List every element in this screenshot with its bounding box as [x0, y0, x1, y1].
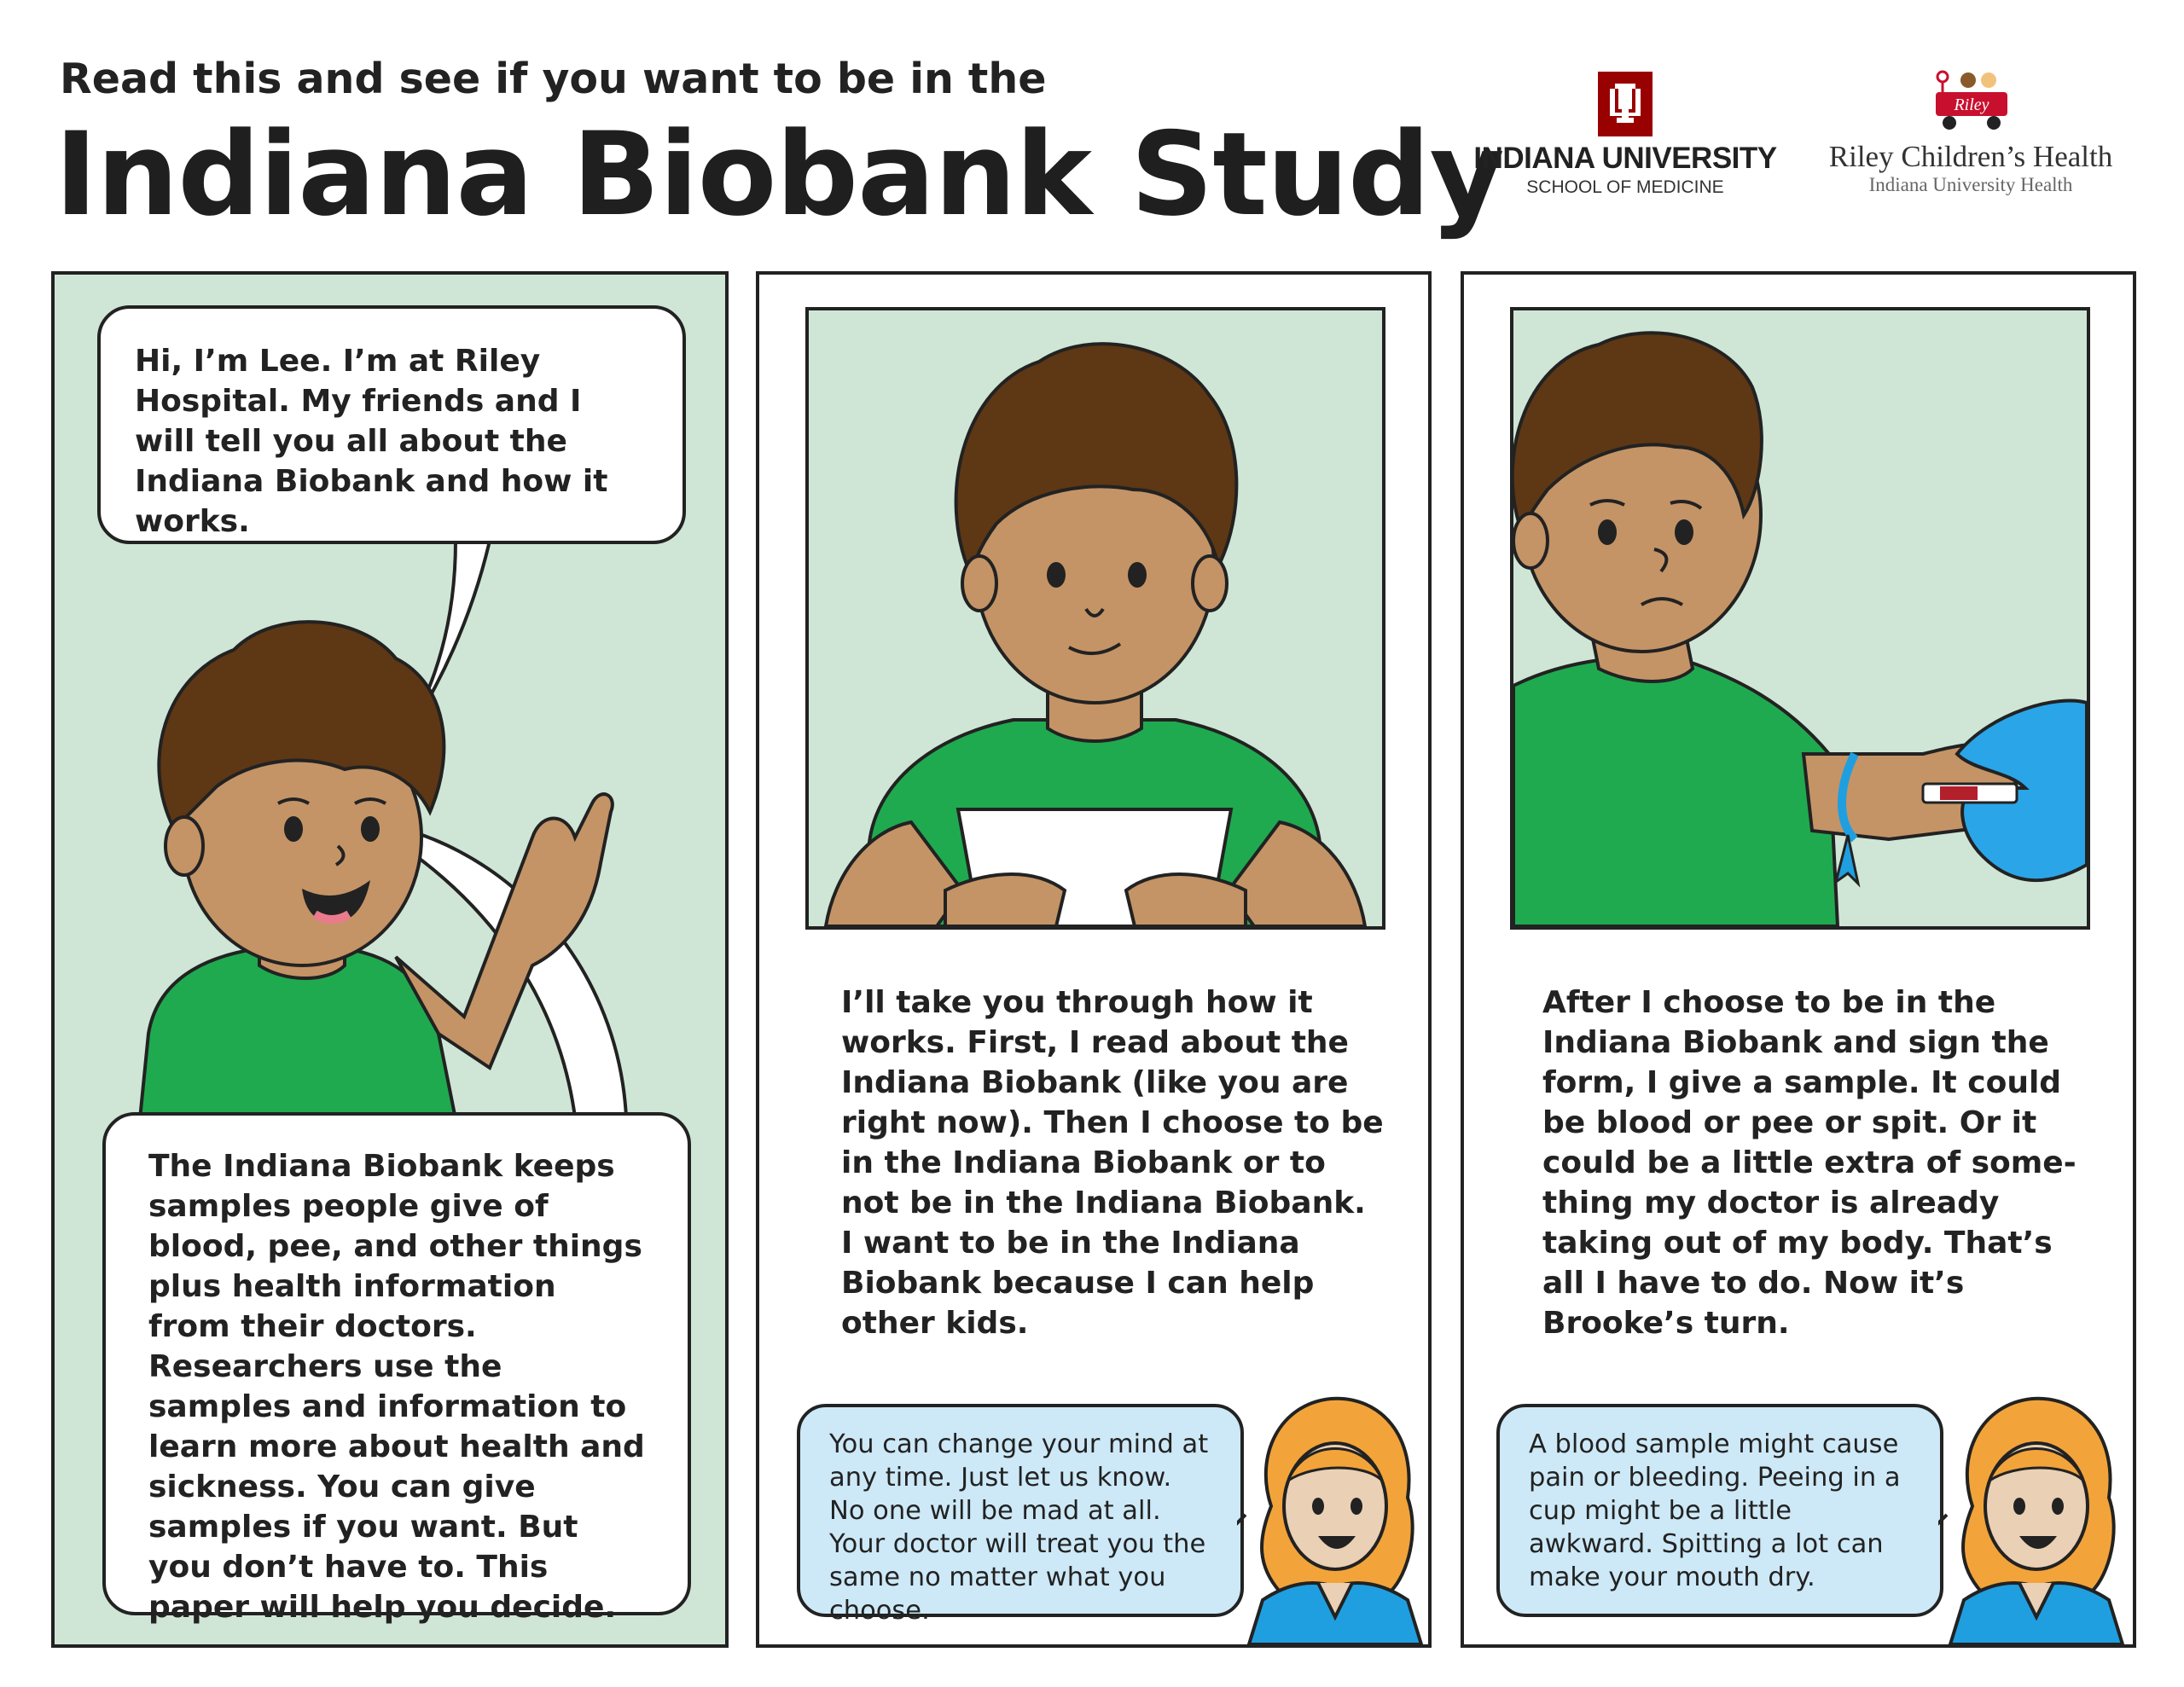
blood-draw-scene: [1510, 307, 2090, 930]
panel-2-narration: I’ll take you through how it works. First, I read about the Indiana Biobank (like you are right now). Then I choose to be in the Indiana Biobank or to not be in the Indiana Biobank. I want to be in the Indiana Biobank because I can help other kids.: [841, 985, 1384, 1341]
riley-wagon-text: Riley: [1954, 96, 1989, 114]
reading-scene: [805, 307, 1385, 930]
nurse-note-change-mind: You can change your mind at any time. Just let us know. No one will be mad at all. Your doctor will treat you the same no matter what you choose.: [797, 1404, 1244, 1617]
iu-school: SCHOOL OF MEDICINE: [1526, 177, 1724, 197]
iu-logo: [1467, 72, 1783, 198]
page-title: Indiana Biobank Study: [55, 107, 1504, 241]
iu-trident-icon: [1598, 72, 1653, 136]
riley-name: Riley Children’s Health: [1828, 140, 2113, 173]
speech-bubble-biobank-info: The Indiana Biobank keeps samples people give of blood, pee, and other things plus health information from their doctors. Researchers use the samples and information to learn more about health and sickness. You can give samples if you want. But you don’t have to. This paper will help you decide.: [102, 1112, 691, 1615]
nurse-character-art: [1237, 1387, 1430, 1644]
lee-blood-draw-art: [1513, 310, 2087, 926]
riley-logo: [1809, 65, 2133, 196]
nurse-character-art: [1938, 1387, 2131, 1644]
nurse-note-risks: A blood sample might cause pain or bleeding. Peeing in a cup might be a little awkward. Spitting a lot can make your mouth dry.: [1496, 1404, 1943, 1617]
lee-reading-art: [809, 310, 1382, 926]
comic-panel-3: [1461, 271, 2136, 1648]
riley-wagon-icon: [1924, 65, 2018, 133]
lee-character-art: [89, 556, 618, 1119]
page-subtitle: Read this and see if you want to be in the: [60, 55, 1047, 103]
comic-panel-1: [51, 271, 729, 1648]
speech-bubble-intro: Hi, I’m Lee. I’m at Riley Hospital. My friends and I will tell you all about the Indiana Biobank and how it works.: [97, 305, 686, 544]
panel-3-narration: After I choose to be in the Indiana Biobank and sign the form, I give a sample. It could be blood or pee or spit. Or it could be a little extra of some-thing my doctor is already taking out of my body. That’s all I have to do. Now it’s Brooke’s turn.: [1542, 985, 2077, 1341]
comic-panel-2: [756, 271, 1432, 1648]
riley-sub: Indiana University Health: [1868, 174, 2073, 195]
iu-name: INDIANA UNIVERSITY: [1473, 142, 1777, 175]
